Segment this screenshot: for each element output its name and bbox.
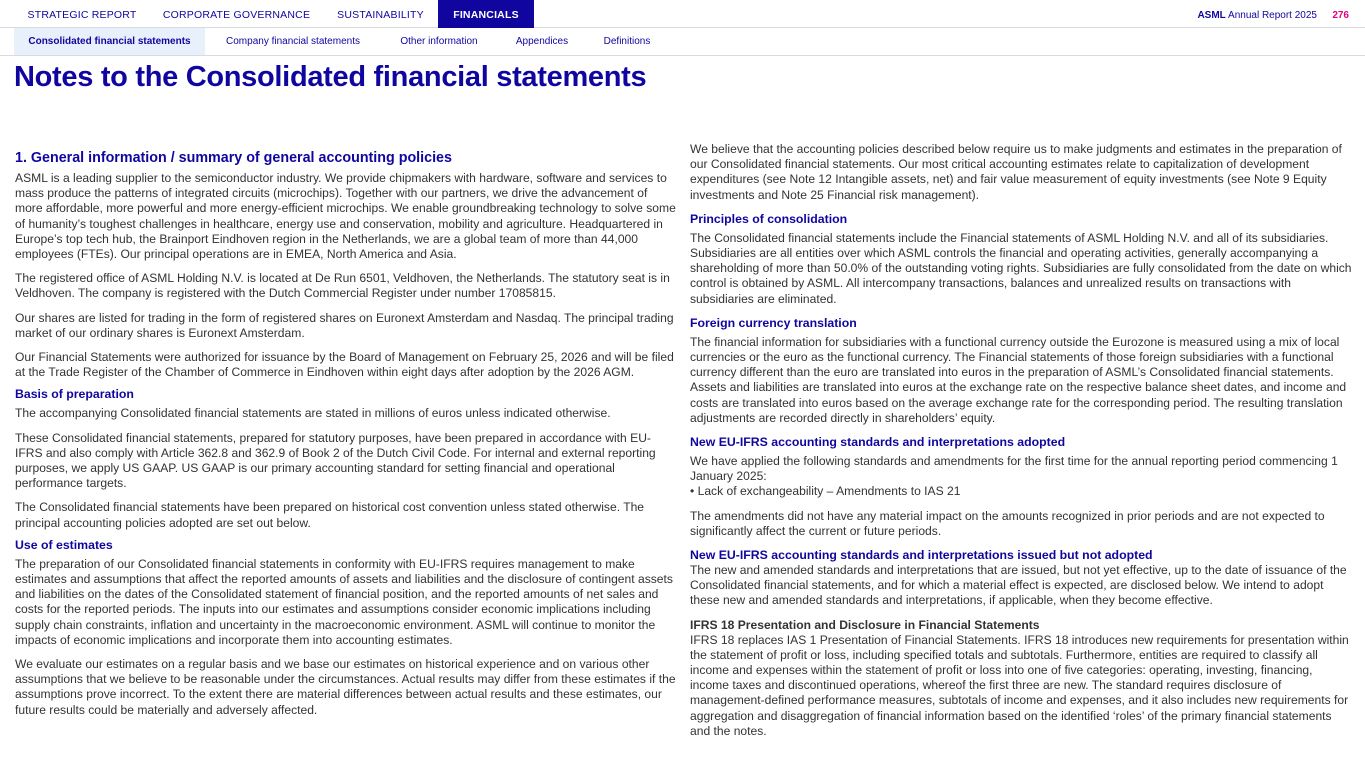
subtab-definitions[interactable]: Definitions — [603, 36, 651, 47]
subtab-consolidated-financial-statements[interactable]: Consolidated financial statements — [14, 28, 205, 55]
paragraph: Our Financial Statements were authorized for issuance by the Board of Management on February 25, 2026 and will be filed at the Trade Register of the Chamber of Commerce in Eindhoven within eight days after adoption by the 2026 AGM. — [15, 350, 674, 380]
brand-report-title: Annual Report 2025 — [1228, 10, 1317, 21]
subtab-appendices[interactable]: Appendices — [515, 36, 569, 47]
section-heading-general-information: 1. General information / summary of general accounting policies — [15, 150, 452, 166]
tab-corporate-governance[interactable]: CORPORATE GOVERNANCE — [162, 9, 311, 21]
subtab-company-financial-statements[interactable]: Company financial statements — [226, 36, 360, 47]
bullet-item: • Lack of exchangeability – Amendments to IAS 21 — [690, 484, 961, 499]
left-column — [15, 150, 677, 727]
paragraph: IFRS 18 replaces IAS 1 Presentation of Financial Statements. IFRS 18 introduces new requirements for presentation within the statement of profit or loss, including specified totals and subtotals. Furthermore, entities are required to classify all income and expenses within the statement of profit or loss into one of five categories: operating, investing, financing, income taxes and discontinued operations, whereof the first three are new. The standard requires disclosure of management-defined performance measures, subtotals of income and expenses, and it also includes new requirements for aggregation and disaggregation of financial information based on the identified ‘roles’ of the primary financial statements and the notes. — [690, 632, 1349, 738]
tab-strategic-report[interactable]: STRATEGIC REPORT — [27, 9, 137, 21]
tab-sustainability[interactable]: SUSTAINABILITY — [337, 9, 424, 21]
paragraph: We believe that the accounting policies described below require us to make judgments and estimates in the preparation of our Consolidated financial statements. Our most critical accounting estimates relate to capitalization of development expenditures (see Note 12 Intangible assets, net) and fair value measurement of equity investments (see Note 9 Equity investments and Note 25 Financial risk management). — [690, 142, 1342, 202]
tab-financials[interactable]: FINANCIALS — [438, 0, 534, 28]
subheading-standards-issued-not-adopted: New EU-IFRS accounting standards and interpretations issued but not adopted — [690, 548, 1153, 563]
brand-name: ASML — [1197, 10, 1226, 21]
paragraph: The amendments did not have any material impact on the amounts recognized in prior periods and are not expected to significantly affect the current or future periods. — [690, 508, 1325, 538]
subheading-use-of-estimates: Use of estimates — [15, 537, 113, 552]
subheading-ifrs-18: IFRS 18 Presentation and Disclosure in Financial Statements — [690, 617, 1040, 632]
page-title: Notes to the Consolidated financial statements — [14, 61, 647, 93]
paragraph: The preparation of our Consolidated financial statements in conformity with EU-IFRS requires management to make estimates and assumptions that affect the reported amounts of assets and liabilities and the disclosure of contingent assets and liabilities on the dates of the Consolidated statement of financial position, and the reported amounts of net sales and costs for the reported periods. The inputs into our estimates and assumptions consider economic implications including supply chain constraints, inflation and uncertainty in the macroeconomic environment. ASML will continue to monitor the impacts of economic implications and incorporate them into accounting estimates. — [15, 556, 673, 647]
right-column — [690, 142, 1352, 739]
subheading-principles-of-consolidation: Principles of consolidation — [690, 211, 848, 226]
report-brand — [1197, 0, 1317, 28]
paragraph: The Consolidated financial statements have been prepared on historical cost convention unless stated otherwise. The principal accounting policies adopted are set out below. — [15, 500, 645, 530]
sub-navigation — [0, 28, 1365, 56]
paragraph: Our shares are listed for trading in the form of registered shares on Euronext Amsterdam and Nasdaq. The principal trading market of our ordinary shares is Euronext Amsterdam. — [15, 310, 674, 340]
page-number: 276 — [1332, 10, 1349, 21]
paragraph: These Consolidated financial statements, prepared for statutory purposes, have been prepared in accordance with EU-IFRS and also comply with Article 362.8 and 362.9 of Book 2 of the Dutch Civil Code. For internal and external reporting purposes, we apply US GAAP. US GAAP is our primary accounting standard for setting financial and operational performance targets. — [15, 430, 656, 491]
paragraph: The financial information for subsidiaries with a functional currency outside the Eurozone is measured using a mix of local currencies or the euro as the functional currency. The Financial statements of those foreign subsidiaries with a functional currency different than the euro are translated into euros in the preparation of ASML’s Consolidated financial statements. Assets and liabilities are translated into euros at the exchange rate on the respective balance sheet dates, and income and costs are translated into euros based on the average exchange rate for the corresponding period. The resulting translation adjustments are recorded directly in shareholders’ equity. — [690, 334, 1347, 425]
paragraph: The new and amended standards and interpretations that are issued, but not yet effective, up to the date of issuance of the Consolidated financial statements, and for which a material effect is expected, are disclosed below. We intend to adopt these new and amended standards and interpretations, if applicable, when they become effective. — [690, 563, 1347, 608]
paragraph: ASML is a leading supplier to the semiconductor industry. We provide chipmakers with hardware, software and services to mass produce the patterns of integrated circuits (microchips). Together with our partners, we drive the advancement of more affordable, more powerful and more energy-efficient microchips. We enable groundbreaking technology to solve some of humanity’s toughest challenges in healthcare, energy use and conservation, mobility and agriculture. Headquartered in Europe’s top tech hub, the Brainport Eindhoven region in the Netherlands, we are a global team of more than 44,000 employees (FTEs). Our principal operations are in EMEA, North America and Asia. — [15, 171, 676, 262]
subheading-standards-adopted: New EU-IFRS accounting standards and interpretations adopted — [690, 435, 1066, 450]
paragraph: The accompanying Consolidated financial statements are stated in millions of euros unless indicated otherwise. — [15, 406, 611, 421]
subheading-basis-of-preparation: Basis of preparation — [15, 387, 134, 402]
paragraph: We evaluate our estimates on a regular basis and we base our estimates on historical experience and on various other assumptions that we believe to be reasonable under the circumstances. Actual results may differ from these estimates if the assumptions prove incorrect. To the extent there are material differences between actual results and these estimates, our future results could be materially and adversely affected. — [15, 657, 676, 717]
subtab-other-information[interactable]: Other information — [400, 36, 478, 47]
paragraph: The registered office of ASML Holding N.V. is located at De Run 6501, Veldhoven, the Netherlands. The statutory seat is in Veldhoven. The company is registered with the Dutch Commercial Register under number 17085815. — [15, 271, 670, 301]
paragraph: The Consolidated financial statements include the Financial statements of ASML Holding N.V. and all of its subsidiaries. Subsidiaries are all entities over which ASML controls the financial and operating activities, generally accompanying a shareholding of more than 50.0% of the outstanding voting rights. Subsidiaries are fully consolidated from the date on which control is obtained by ASML. All intercompany transactions, balances and unrealized results on transactions with subsidiaries are eliminated. — [690, 230, 1352, 306]
subheading-foreign-currency-translation: Foreign currency translation — [690, 315, 857, 330]
paragraph: We have applied the following standards and amendments for the first time for the annual reporting period commencing 1 January 2025: — [690, 454, 1338, 484]
top-navigation — [0, 0, 1365, 28]
